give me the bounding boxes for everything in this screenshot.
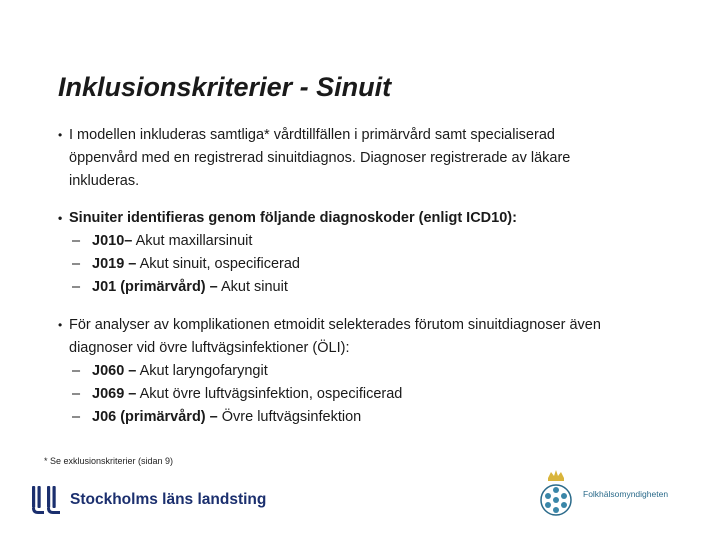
diagnosis-desc: Akut sinuit xyxy=(220,279,288,295)
diagnosis-desc: Akut maxillarsinuit xyxy=(135,233,253,249)
code-item: – J060 – Akut laryngofaryngit xyxy=(72,363,268,379)
fohm-logo xyxy=(534,468,668,520)
footnote: * Se exklusionskriterier (sidan 9) xyxy=(44,456,174,466)
diagnosis-code: J019 – xyxy=(92,256,137,272)
code-item: – J06 (primärvård) – Övre luftvägsinfektion xyxy=(72,409,362,425)
bullet-inclusion xyxy=(58,124,678,193)
code-item: – J019 – Akut sinuit, ospecificerad xyxy=(72,256,300,272)
bullet-text: öppenvård med en registrerad sinuitdiagnos. Diagnoser registrerade av läkare xyxy=(69,150,571,166)
diagnosis-desc: Akut övre luftvägsinfektion, ospecificerad xyxy=(139,386,403,402)
bullet-dot: • xyxy=(58,128,63,142)
diagnosis-desc: Akut sinuit, ospecificerad xyxy=(139,256,300,272)
bullet-text: För analyser av komplikationen etmoidit selekterades förutom sinuitdiagnoser även xyxy=(69,317,601,333)
bullet-complications xyxy=(58,314,678,429)
diagnosis-desc: Akut laryngofaryngit xyxy=(139,363,268,379)
diagnosis-code: J060 – xyxy=(92,363,137,379)
bullet-diagnosis-codes xyxy=(58,207,678,299)
sll-logo-icon xyxy=(30,483,64,517)
diagnosis-code: J010– xyxy=(92,233,133,249)
bullet-text: diagnoser vid övre luftvägsinfektioner (ÖLI): xyxy=(69,340,350,356)
bullet-dot: • xyxy=(58,211,63,225)
bullet-text: I modellen inkluderas samtliga* vårdtillfällen i primärvård samt specialiserad xyxy=(69,127,555,143)
diagnosis-desc: Övre luftvägsinfektion xyxy=(221,409,362,425)
slide-title: Inklusionskriterier - Sinuit xyxy=(58,72,392,102)
sll-logo-text: Stockholms läns landsting xyxy=(70,491,267,508)
diagnosis-code: J069 – xyxy=(92,386,137,402)
sll-logo xyxy=(30,480,266,520)
crown-emblem-icon xyxy=(534,468,578,520)
diagnosis-code: J06 (primärvård) – xyxy=(92,409,218,425)
bullet-heading: Sinuiter identifieras genom följande diagnoskoder (enligt ICD10): xyxy=(69,210,517,226)
fohm-logo-text: Folkhälsomyndigheten xyxy=(583,489,669,499)
bullet-dot: • xyxy=(58,318,63,332)
bullet-text: inkluderas. xyxy=(69,173,140,189)
diagnosis-code: J01 (primärvård) – xyxy=(92,279,218,295)
code-item: – J069 – Akut övre luftvägsinfektion, ospecificerad xyxy=(72,386,403,402)
code-item: – J01 (primärvård) – Akut sinuit xyxy=(72,279,288,295)
code-item: – J010– Akut maxillarsinuit xyxy=(72,233,253,249)
